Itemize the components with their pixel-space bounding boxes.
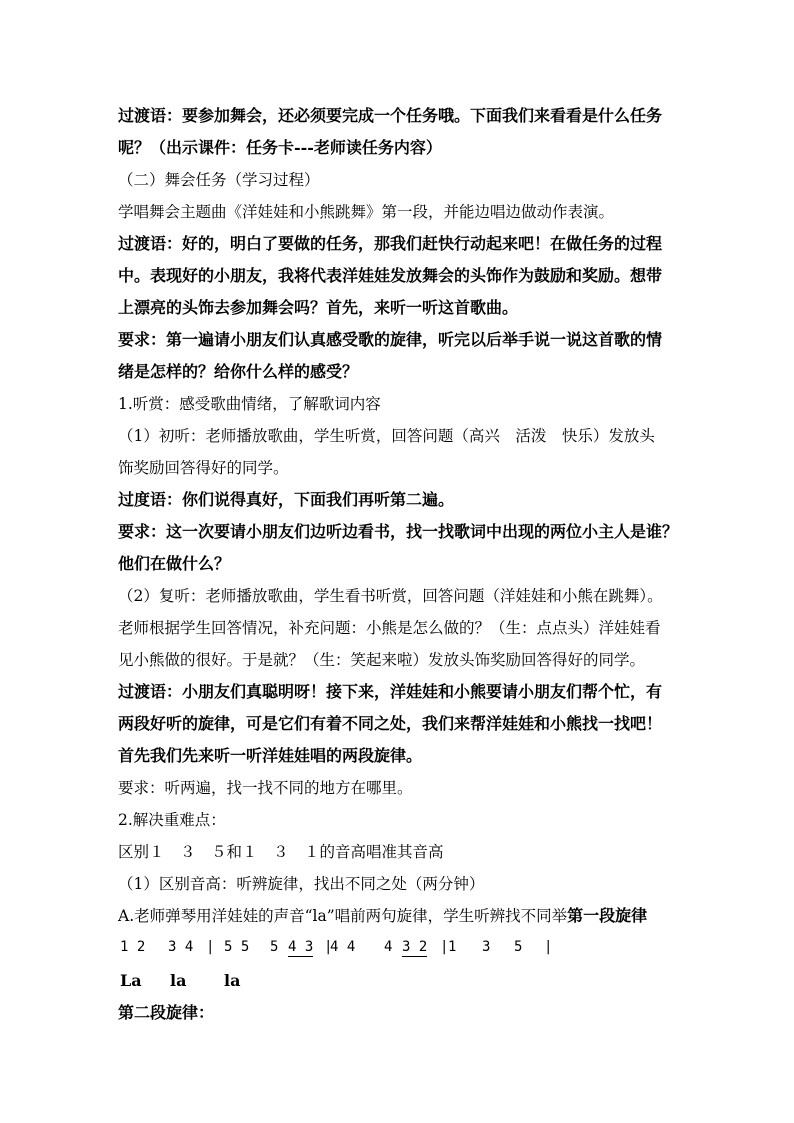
paragraph-9: 绪是怎样的？给你什么样的感受？: [118, 362, 359, 381]
note-group-4: 5: [270, 939, 279, 955]
note-group-2: 3 4: [168, 939, 194, 955]
paragraph-21: 首先我们先来听一听洋娃娃唱的两段旋律。: [118, 746, 423, 765]
paragraph-11: （1）初听：老师播放歌曲，学生听赏，回答问题（高兴 活泼 快乐）发放头: [118, 427, 655, 445]
note-group-3: 5 5: [224, 939, 250, 955]
paragraph-16: （2）复听：老师播放歌曲，学生看书听赏，回答问题（洋娃娃和小熊在跳舞）。: [118, 587, 663, 605]
note-group-1: 1 2: [120, 939, 146, 955]
paragraph-3: （二）舞会任务（学习过程）: [118, 171, 320, 189]
paragraph-22: 要求：听两遍，找一找不同的地方在哪里。: [118, 779, 413, 797]
syllable-1: La: [120, 971, 142, 990]
paragraph-18: 见小熊做的很好。于是就？（生：笑起来啦）发放头饰奖励回答得好的同学。: [118, 651, 646, 669]
syllable-2: la: [170, 971, 187, 990]
note-group-6-underlined: 3 2: [402, 939, 428, 955]
note-group-8: 3: [482, 939, 491, 955]
note-group-7: 1: [448, 939, 457, 955]
paragraph-20: 两段好听的旋律，可是它们有着不同之处，我们来帮洋娃娃和小熊找一找吧！: [118, 714, 663, 733]
note-group-5: 4 4: [330, 939, 356, 955]
note-group-4-underlined: 4 3: [288, 939, 314, 955]
paragraph-10: 1.听赏：感受歌曲情绪，了解歌词内容: [118, 395, 381, 413]
paragraph-2: 呢？（出示课件：任务卡---老师读任务内容）: [118, 138, 442, 157]
paragraph-13: 过度语：你们说得真好，下面我们再听第二遍。: [118, 490, 455, 509]
note-group-9: 5: [514, 939, 523, 955]
barline-1: |: [206, 939, 215, 955]
paragraph-17: 老师根据学生回答情况，补充问题：小熊是怎么做的？（生：点点头）洋娃娃看: [118, 619, 661, 637]
paragraph-12: 饰奖励回答得好的同学。: [118, 459, 289, 477]
paragraph-23: 2.解决重难点：: [118, 811, 226, 829]
syllable-3: la: [224, 971, 241, 990]
paragraph-7: 上漂亮的头饰去参加舞会吗？首先，来听一听这首歌曲。: [118, 298, 519, 317]
paragraph-14: 要求：这一次要请小朋友们边听边看书，找一找歌词中出现的两位小主人是谁？: [118, 522, 679, 541]
paragraph-26: [118, 906, 688, 926]
paragraph-25: （1）区别音高：听辨旋律，找出不同之处（两分钟）: [118, 875, 485, 893]
paragraph-5: 过渡语：好的，明白了要做的任务，那我们赶快行动起来吧！在做任务的过程: [118, 234, 663, 253]
second-melody-heading: 第二段旋律：: [118, 1003, 215, 1022]
note-group-6: 4: [384, 939, 393, 955]
paragraph-24: 区别１ ３ ５和１ ３ １的音高唱准其音高: [118, 843, 444, 861]
barline-2: |: [324, 939, 333, 955]
barline-4: |: [544, 939, 553, 955]
paragraph-1: 过渡语：要参加舞会，还必须要完成一个任务哦。下面我们来看看是什么任务: [118, 106, 663, 125]
barline-3: |: [440, 939, 449, 955]
paragraph-15: 他们在做什么？: [118, 554, 231, 573]
paragraph-26-text: A.老师弹琴用洋娃娃的声音“la”唱前两句旋律，学生听辨找不同举: [118, 907, 568, 925]
paragraph-8: 要求：第一遍请小朋友们认真感受歌的旋律，听完以后举手说一说这首歌的情: [118, 330, 663, 349]
melody-notation: [118, 939, 588, 963]
paragraph-19: 过渡语：小朋友们真聪明呀！接下来，洋娃娃和小熊要请小朋友们帮个忙，有: [118, 682, 663, 701]
paragraph-6: 中。表现好的小朋友，我将代表洋娃娃发放舞会的头饰作为鼓励和奖励。想带: [118, 266, 663, 285]
paragraph-26-bold-tail: 第一段旋律: [567, 906, 648, 925]
paragraph-4: 学唱舞会主题曲《洋娃娃和小熊跳舞》第一段，并能边唱边做动作表演。: [118, 203, 615, 221]
